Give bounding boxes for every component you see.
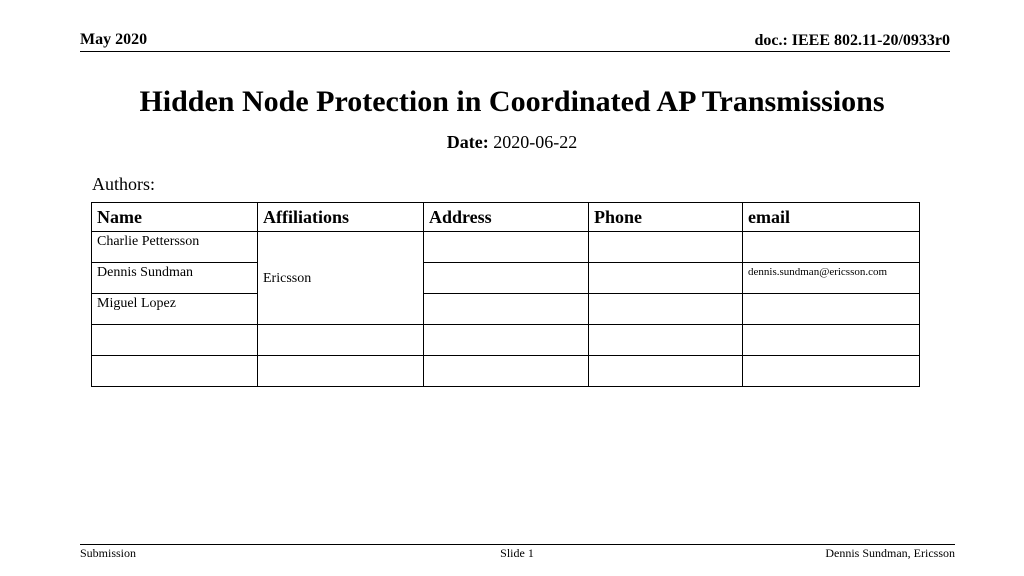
header-doc-id: doc.: IEEE 802.11-20/0933r0: [754, 32, 950, 49]
author-name: Dennis Sundman: [92, 263, 258, 294]
author-phone: [589, 294, 743, 325]
author-email: [743, 294, 920, 325]
header-date: May 2020: [80, 31, 148, 48]
column-header-affiliations: Affiliations: [258, 203, 424, 232]
author-address: [424, 232, 589, 263]
date-label: Date:: [446, 132, 489, 152]
date-value: 2020-06-22: [493, 132, 578, 152]
footer-divider: [80, 544, 955, 545]
table-row: [92, 356, 920, 387]
date-line: [0, 131, 1024, 153]
author-phone: [589, 325, 743, 356]
table-row: [92, 232, 920, 263]
author-name: [92, 356, 258, 387]
author-affiliation: [258, 325, 424, 356]
author-phone: [589, 232, 743, 263]
table-row: [92, 325, 920, 356]
table-row: [92, 263, 920, 294]
author-address: [424, 294, 589, 325]
author-phone: [589, 263, 743, 294]
authors-table: [91, 202, 920, 387]
author-address: [424, 356, 589, 387]
header-divider: [80, 51, 950, 52]
author-email: [743, 325, 920, 356]
column-header-address: Address: [424, 203, 589, 232]
author-phone: [589, 356, 743, 387]
author-name: Miguel Lopez: [92, 294, 258, 325]
table-row: [92, 294, 920, 325]
author-name: [92, 325, 258, 356]
footer-slide-number: Slide 1: [500, 546, 534, 560]
author-affiliation: Ericsson: [258, 232, 424, 325]
column-header-email: email: [743, 203, 920, 232]
footer-submission: Submission: [80, 546, 137, 560]
slide-title: Hidden Node Protection in Coordinated AP Transmissions: [139, 85, 885, 118]
author-affiliation: [258, 356, 424, 387]
table-header-row: [92, 203, 920, 232]
authors-label: Authors:: [92, 174, 155, 194]
column-header-phone: Phone: [589, 203, 743, 232]
author-address: [424, 325, 589, 356]
author-email: dennis.sundman@ericsson.com: [743, 263, 920, 294]
column-header-name: Name: [92, 203, 258, 232]
author-address: [424, 263, 589, 294]
footer-author: Dennis Sundman, Ericsson: [825, 546, 955, 560]
author-email: [743, 356, 920, 387]
author-email: [743, 232, 920, 263]
author-name: Charlie Pettersson: [92, 232, 258, 263]
